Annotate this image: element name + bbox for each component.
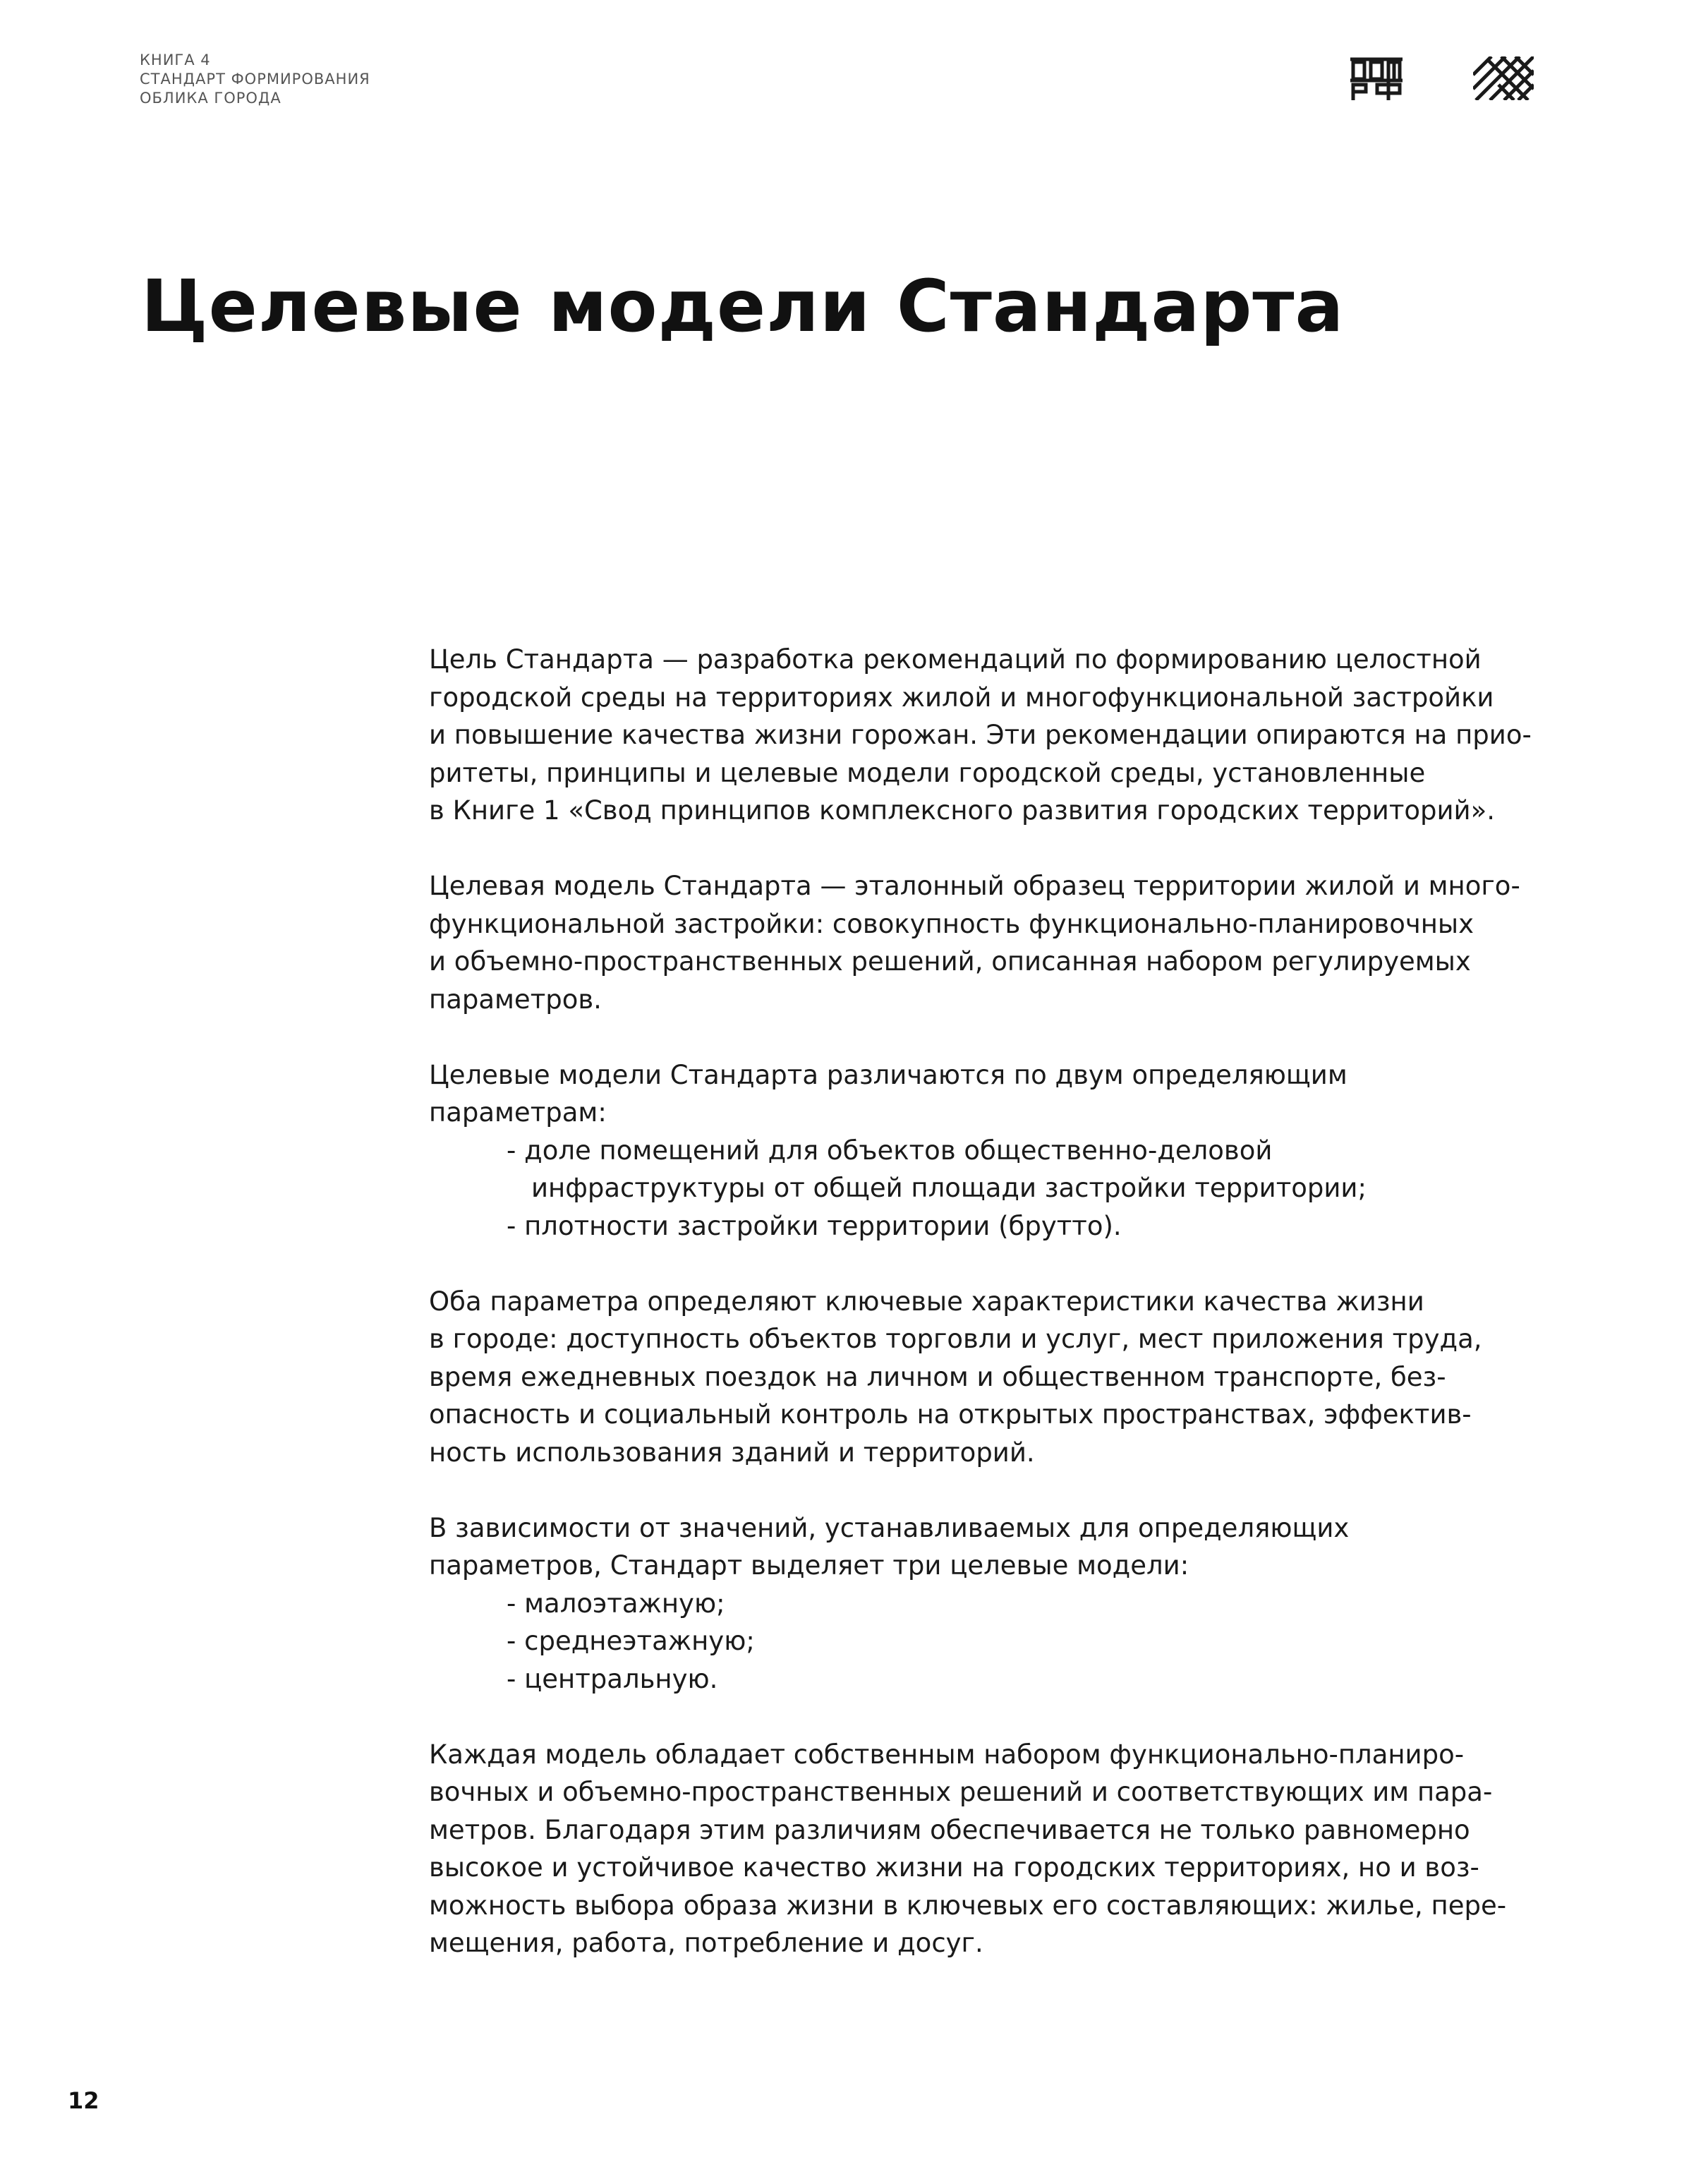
- text-line: в городе: доступность объектов торговли и услуг, мест приложения труда,: [429, 1324, 1482, 1354]
- page-number: 12: [68, 2087, 99, 2114]
- list-item: - центральную.: [507, 1663, 718, 1694]
- text-line: метров. Благодаря этим различиям обеспечивается не только равномерно: [429, 1814, 1470, 1845]
- text-line: ритеты, принципы и целевые модели городской среды, установленные: [429, 757, 1426, 788]
- text-line: ность использования зданий и территорий.: [429, 1437, 1035, 1468]
- text-line: Целевые модели Стандарта различаются по двум определяющим: [429, 1059, 1347, 1090]
- text-line: и повышение качества жизни горожан. Эти рекомендации опираются на прио-: [429, 720, 1532, 750]
- text-line: Цель Стандарта — разработка рекомендаций по формированию целостной: [429, 644, 1482, 675]
- text-line: опасность и социальный контроль на открытых пространствах, эффектив-: [429, 1399, 1472, 1430]
- book-label-line: КНИГА 4: [140, 52, 211, 68]
- text-line: параметров, Стандарт выделяет три целевые модели:: [429, 1550, 1189, 1581]
- text-line: параметров.: [429, 984, 602, 1015]
- paragraph-three-models: [429, 1509, 1558, 1698]
- list-item: [507, 1132, 1558, 1207]
- text-line: В зависимости от значений, устанавливаемых для определяющих: [429, 1512, 1350, 1543]
- paragraph-goal: [429, 641, 1558, 830]
- dom-rf-logo: [1349, 54, 1404, 102]
- text-line: можность выбора образа жизни в ключевых его составляющих: жилье, пере-: [429, 1890, 1507, 1921]
- text-line: время ежедневных поездок на личном и общественном транспорте, без-: [429, 1361, 1446, 1392]
- text-line: параметрам:: [429, 1097, 607, 1128]
- text-line: функциональной застройки: совокупность функционально-планировочных: [429, 908, 1474, 939]
- diagonal-pattern-logo: [1473, 56, 1534, 100]
- text-line: городской среды на территориях жилой и многофункциональной застройки: [429, 682, 1494, 713]
- book-label: [140, 51, 370, 108]
- book-label-line: СТАНДАРТ ФОРМИРОВАНИЯ: [140, 71, 370, 87]
- text-line: Целевая модель Стандарта — эталонный образец территории жилой и много-: [429, 871, 1520, 901]
- page-title: Целевые модели Стандарта: [141, 265, 1345, 349]
- list-item-continuation: инфраструктуры от общей площади застройки территории;: [531, 1173, 1367, 1203]
- body-text: [429, 641, 1558, 1962]
- paragraph-quality: [429, 1283, 1558, 1472]
- text-line: в Книге 1 «Свод принципов комплексного развития городских территорий».: [429, 795, 1495, 826]
- list-item: - среднеэтажную;: [507, 1626, 755, 1656]
- book-label-line: ОБЛИКА ГОРОДА: [140, 90, 281, 107]
- list-item: - малоэтажную;: [507, 1588, 725, 1619]
- paragraph-each-model: [429, 1736, 1558, 1962]
- paragraph-parameters: [429, 1056, 1558, 1245]
- text-line: Оба параметра определяют ключевые характеристики качества жизни: [429, 1286, 1424, 1317]
- text-line: вочных и объемно-пространственных решений и соответствующих им пара-: [429, 1777, 1493, 1807]
- list-item: - плотности застройки территории (брутто).: [507, 1210, 1122, 1241]
- paragraph-target-model: [429, 867, 1558, 1018]
- list-item-text: - доле помещений для объектов общественно-деловой: [507, 1135, 1273, 1166]
- text-line: мещения, работа, потребление и досуг.: [429, 1928, 983, 1958]
- text-line: Каждая модель обладает собственным набором функционально-планиро-: [429, 1739, 1465, 1770]
- text-line: и объемно-пространственных решений, описанная набором регулируемых: [429, 946, 1471, 977]
- text-line: высокое и устойчивое качество жизни на городских территориях, но и воз-: [429, 1852, 1479, 1883]
